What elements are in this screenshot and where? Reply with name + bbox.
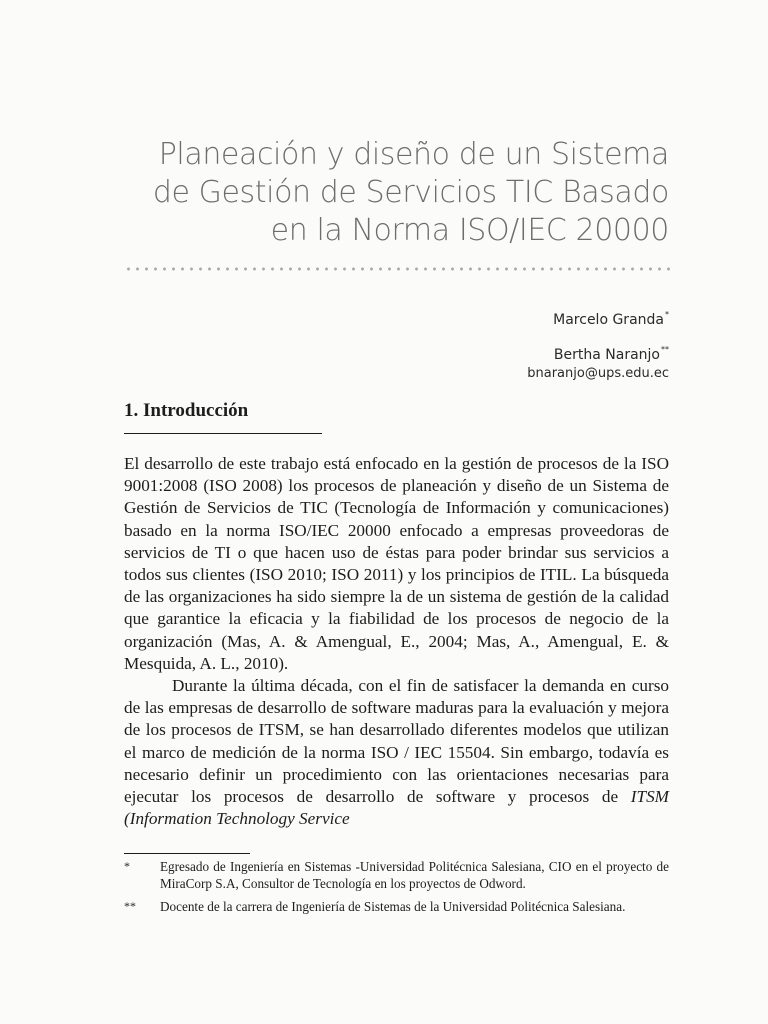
footnotes: [124, 858, 669, 921]
author-block: [527, 300, 669, 381]
author-2-footnote-mark: **: [661, 345, 669, 354]
title-line-2: de Gestión de Servicios TIC Basado: [152, 175, 669, 210]
title-line-1: Planeación y diseño de un Sistema: [158, 137, 669, 172]
footnote-2-text: Docente de la carrera de Ingeniería de Sistemas de la Universidad Politécnica Salesiana.: [160, 899, 626, 914]
author-email: bnaranjo@ups.edu.ec: [527, 366, 669, 381]
title-line-3: en la Norma ISO/IEC 20000: [270, 213, 669, 248]
author-1-footnote-mark: *: [665, 310, 669, 319]
footnote-2: [124, 898, 669, 915]
body-text: [124, 453, 669, 830]
paragraph-1: El desarrollo de este trabajo está enfocado en la gestión de procesos de la ISO 9001:2008 (ISO 2008) los procesos de planeación y diseño de un Sistema de Gestión de Servicios de TIC (Tecnología de Información y comunicaciones) basado en la norma ISO/IEC 20000 enfocado a empresas proveedoras de servicios de TI o que hacen uso de éstas para poder brindar sus servicios a todos sus clientes (ISO 2010; ISO 2011) y los principios de ITIL. La búsqueda de las organizaciones ha sido siempre la de un sistema de gestión de la calidad que garantice la eficacia y la fiabilidad de los procesos de negocio de la organización (Mas, A. & Amengual, E., 2004; Mas, A., Amengual, E. & Mesquida, A. L., 2010).: [124, 454, 669, 673]
footnote-separator: [124, 853, 250, 854]
paragraph-2: [124, 675, 669, 830]
section-underline: [124, 433, 322, 434]
paragraph-2-italic: ITSM (Information Technology Service: [124, 787, 669, 829]
footnote-1-mark: *: [124, 859, 130, 873]
paragraph-2-text: Durante la última década, con el fin de satisfacer la demanda en curso de las empresas de desarrollo de software maduras para la evaluación y mejora de los procesos de ITSM, se han desarrollado diferentes modelos que utilizan el marco de medición de la norma ISO / IEC 15504. Sin embargo, todavía es necesario definir un procedimiento con las orientaciones necesarias para ejecutar los procesos de desarrollo de software y procesos de: [124, 676, 669, 807]
footnote-1-text: Egresado de Ingeniería en Sistemas -Universidad Politécnica Salesiana, CIO en el proyecto de MiraCorp S.A, Consultor de Tecnología en los proyectos de Odword.: [160, 859, 669, 891]
section-heading: 1. Introducción: [124, 400, 249, 421]
dotted-divider: [124, 265, 670, 273]
author-2: [527, 335, 669, 370]
author-2-name: Bertha Naranjo: [553, 347, 660, 363]
article-title: [120, 136, 669, 250]
author-1: [527, 300, 669, 335]
footnote-1: [124, 858, 669, 892]
footnote-2-mark: **: [124, 899, 136, 913]
author-1-name: Marcelo Granda: [553, 312, 664, 328]
